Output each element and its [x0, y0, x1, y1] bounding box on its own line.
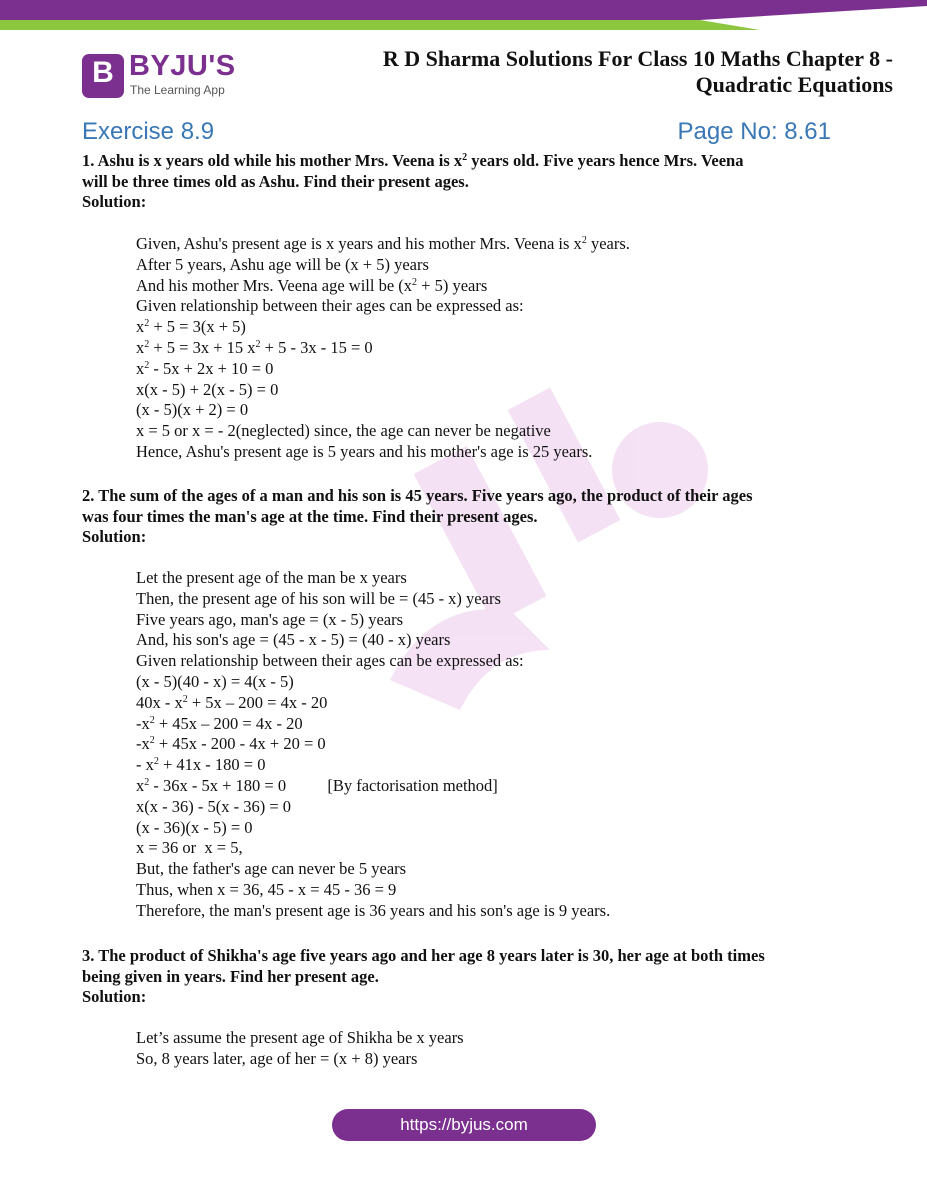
- exponent: 2: [412, 276, 418, 288]
- solution-step: $x^2 - 36x - 5x + 180 = 0$ [By factorisation method]: [136, 775, 498, 795]
- solution-step: After 5 years, Ashu age will be (x + 5) years: [136, 254, 429, 274]
- solution-step: Five years ago, man's age = (x - 5) years: [136, 609, 404, 629]
- solution-1-steps: [136, 234, 856, 463]
- solution-label-2: Solution:: [82, 527, 147, 546]
- solution-3-steps: [136, 1028, 856, 1070]
- solution-step: Given relationship between their ages can be expressed as:: [136, 651, 524, 671]
- question-1-line-1: 1. Ashu is x years old while his mother Mrs. Veena is $x^2$ years old. Five years hence Mrs. Veena: [82, 151, 744, 170]
- exponent: 2: [144, 338, 150, 350]
- solution-step: Then, the present age of his son will be = (45 - x) years: [136, 588, 501, 608]
- exponent: 2: [182, 693, 188, 705]
- exponent: 2: [144, 318, 150, 330]
- solution-step: But, the father's age can never be 5 years: [136, 859, 407, 879]
- question-1-line-2: will be three times old as Ashu. Find their present ages.: [82, 172, 469, 191]
- title-line-1: R D Sharma Solutions For Class 10 Maths Chapter 8 -: [382, 46, 893, 71]
- solution-step: And his mother Mrs. Veena age will be $(x^2 + 5)$ years: [136, 275, 488, 295]
- solution-step: $x^2 + 5 = 3(x + 5)$: [136, 317, 246, 337]
- solution-step: x = 36 or x = 5,: [136, 838, 243, 858]
- solution-label-1: Solution:: [82, 192, 147, 211]
- exponent: 2: [149, 735, 155, 747]
- solution-step: Given relationship between their ages can be expressed as:: [136, 296, 524, 316]
- solution-step: $x^2 - 5x + 2x + 10 = 0$: [136, 358, 274, 378]
- logo-tagline: The Learning App: [130, 83, 225, 97]
- exponent: 2: [144, 359, 150, 371]
- logo-name: BYJU'S: [129, 50, 236, 82]
- exponent: 2: [581, 235, 587, 246]
- solution-step: $-x^2 + 45x - 200 = 4x - 20$: [136, 713, 303, 733]
- footer-url[interactable]: https://byjus.com: [400, 1115, 528, 1134]
- solution-step: $-x^2 + 45x - 200 - 4x + 20 = 0$: [136, 734, 326, 754]
- solution-step: $x^2 + 5 = 3x + 15$ $x^2 + 5 - 3x - 15 = 0$: [136, 337, 373, 357]
- solution-step: - $x^2 + 41x - 180 = 0$: [136, 755, 266, 775]
- question-2-line-2: was four times the man's age at the time. Find their present ages.: [82, 507, 538, 526]
- solution-step: Let’s assume the present age of Shikha be x years: [136, 1028, 464, 1047]
- page-number: Page No: 8.61: [677, 118, 831, 145]
- solution-2-steps: [136, 568, 856, 922]
- solution-step: $40x - x^2 + 5x - 200 = 4x - 20$: [136, 692, 328, 712]
- byjus-logo: [82, 52, 242, 100]
- exponent: 2: [153, 756, 159, 768]
- solution-label-3: Solution:: [82, 987, 147, 1006]
- exercise-heading: Exercise 8.9: [82, 118, 215, 145]
- solution-step: x(x - 36) - 5(x - 36) = 0: [136, 796, 292, 816]
- question-3-line-1: 3. The product of Shikha's age five years ago and her age 8 years later is 30, her age at both times: [82, 946, 765, 965]
- solution-step: (x - 5)(x + 2) = 0: [136, 400, 249, 420]
- exponent: 2: [149, 714, 155, 726]
- solution-step: Therefore, the man's present age is 36 years and his son's age is 9 years.: [136, 900, 611, 920]
- solution-step: x(x - 5) + 2(x - 5) = 0: [136, 379, 279, 399]
- solution-step: Thus, when x = 36, 45 - x = 45 - 36 = 9: [136, 879, 397, 899]
- logo-letter: B: [92, 56, 114, 89]
- question-2: [82, 485, 852, 527]
- solution-step: So, 8 years later, age of her = (x + 8) years: [136, 1048, 418, 1068]
- document-title: [293, 46, 893, 98]
- solution-step: Hence, Ashu's present age is 5 years and his mother's age is 25 years.: [136, 441, 593, 461]
- question-1: [82, 150, 852, 192]
- question-2-line-1: 2. The sum of the ages of a man and his son is 45 years. Five years ago, the product of their ages: [82, 486, 753, 505]
- exponent: 2: [255, 338, 261, 350]
- exponent: 2: [144, 776, 150, 788]
- question-3: [82, 945, 852, 987]
- solution-step: And, his son's age = (45 - x - 5) = (40 - x) years: [136, 630, 451, 650]
- question-3-line-2: being given in years. Find her present age.: [82, 967, 379, 986]
- solution-step: (x - 36)(x - 5) = 0: [136, 817, 253, 837]
- solution-step: Given, Ashu's present age is x years and his mother Mrs. Veena is $x^2$ years.: [136, 234, 630, 253]
- top-color-band: [0, 0, 927, 30]
- solution-step: x = 5 or x = - 2(neglected) since, the age can never be negative: [136, 421, 551, 441]
- solution-step: Let the present age of the man be x years: [136, 568, 407, 587]
- title-line-2: Quadratic Equations: [695, 72, 893, 97]
- solution-step: (x - 5)(40 - x) = 4(x - 5): [136, 671, 294, 691]
- footer-url-pill: [332, 1109, 596, 1141]
